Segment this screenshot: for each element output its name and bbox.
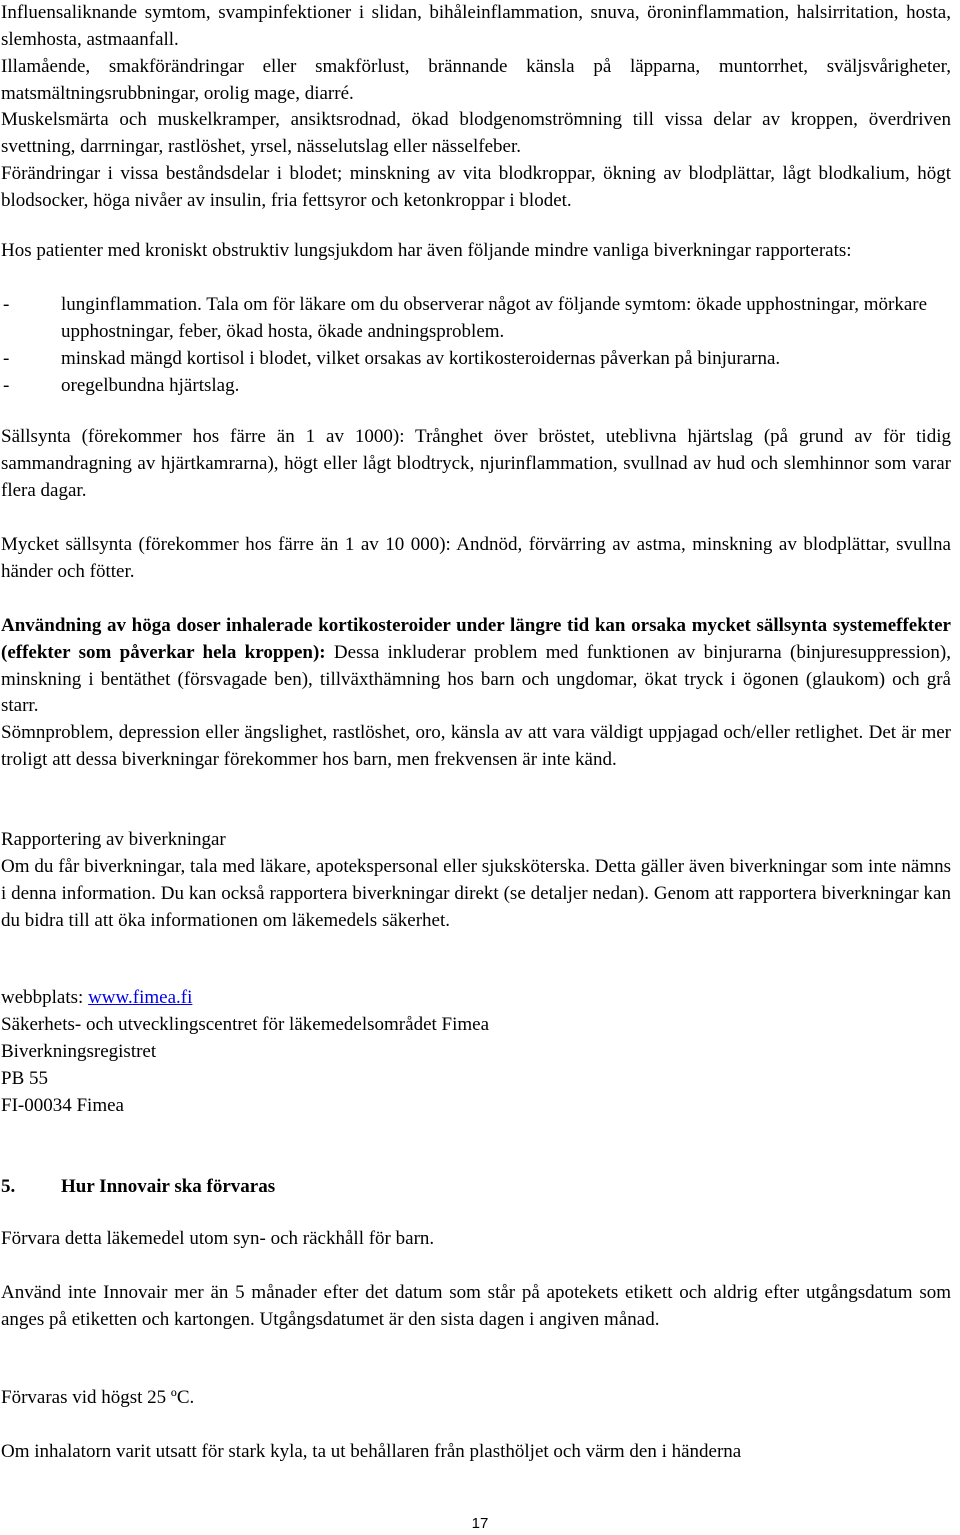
page-number: 17 bbox=[471, 1515, 489, 1532]
rare-side-effects: Sällsynta (förekommer hos färre än 1 av 1000): Trånghet över bröstet, uteblivna hjärtslag (på grund av för tidig sammandragning av hjärtkamrarna), högt eller lågt blodtryck, njurinflammation, svullnad av hud och slemhinnor som varar flera dagar. bbox=[1, 426, 951, 501]
website-link[interactable]: www.fimea.fi bbox=[88, 987, 193, 1008]
list-dash: - bbox=[3, 348, 10, 369]
storage-temperature: Förvaras vid högst 25 ºC. bbox=[1, 1387, 195, 1408]
section-title: Hur Innovair ska förvaras bbox=[61, 1176, 276, 1197]
reporting-heading: Rapportering av biverkningar bbox=[1, 829, 226, 850]
side-effects-respiratory: Influensaliknande symtom, svampinfektioner i slidan, bihåleinflammation, snuva, öroninflammation, halsirritation, hosta, slemhosta, astmaanfall. bbox=[1, 2, 951, 50]
very-rare-side-effects: Mycket sällsynta (förekommer hos färre än 1 av 10 000): Andnöd, förvärring av astma, minskning av blodplättar, svullna händer och fötter. bbox=[1, 534, 951, 582]
copd-list-item bbox=[1, 292, 951, 346]
list-dash: - bbox=[3, 294, 10, 315]
reporting-text: Om du får biverkningar, tala med läkare, apotekspersonal eller sjuksköterska. Detta gäller även biverkningar som inte nämns i denna information. Du kan också rapportera biverkningar direkt (se detaljer nedan). Genom att rapportera biverkningar kan du bidra till att öka informationen om läkemedels säkerhet. bbox=[1, 856, 951, 931]
copd-item-cortisol: minskad mängd kortisol i blodet, vilket orsakas av kortikosteroidernas påverkan på binjurarna. bbox=[61, 348, 781, 369]
contact-po-box: PB 55 bbox=[1, 1068, 48, 1089]
high-dose-paragraph-2: Sömnproblem, depression eller ängslighet, rastlöshet, oro, känsla av att vara väldigt uppjagad och/eller retlighet. Det är mer troligt att dessa biverkningar förekommer hos barn, men frekvensen är inte känd. bbox=[1, 722, 951, 770]
contact-organization: Säkerhets- och utvecklingscentret för läkemedelsområdet Fimea bbox=[1, 1014, 490, 1035]
storage-expiry: Använd inte Innovair mer än 5 månader efter det datum som står på apotekets etikett och aldrig efter utgångsdatum som anges på etiketten och kartongen. Utgångsdatumet är den sista dagen i angiven månad. bbox=[1, 1282, 951, 1330]
contact-postal-code: FI-00034 Fimea bbox=[1, 1095, 124, 1116]
high-dose-paragraph bbox=[1, 613, 951, 720]
side-effects-digestive: Illamående, smakförändringar eller smakförlust, brännande känsla på läpparna, muntorrhet, sväljsvårigheter, matsmältningsrubbningar, orolig mage, diarré. bbox=[1, 56, 951, 104]
contact-registry: Biverkningsregistret bbox=[1, 1041, 157, 1062]
side-effects-muscle-skin: Muskelsmärta och muskelkramper, ansiktsrodnad, ökad blodgenomströmning till vissa delar av kroppen, överdriven svettning, darrningar, rastlöshet, yrsel, nässelutslag eller nässelfeber. bbox=[1, 109, 951, 157]
list-dash: - bbox=[3, 375, 10, 396]
contact-website-line bbox=[1, 985, 951, 1012]
side-effects-blood: Förändringar i vissa beståndsdelar i blodet; minskning av vita blodkroppar, ökning av blodplättar, lågt blodkalium, högt blodsocker, höga nivåer av insulin, fria fettsyror och ketonkroppar i blodet. bbox=[1, 163, 951, 211]
website-label: webbplats: bbox=[1, 987, 89, 1008]
copd-item-pneumonia: lunginflammation. Tala om för läkare om du observerar något av följande symtom: ökade upphostningar, mörkare upphostningar, feber, ökad hosta, ökade andningsproblem. bbox=[61, 294, 928, 342]
section-number: 5. bbox=[1, 1176, 16, 1197]
copd-list-item bbox=[1, 373, 951, 400]
storage-cold: Om inhalatorn varit utsatt för stark kyla, ta ut behållaren från plasthöljet och värm den i händerna bbox=[1, 1441, 742, 1462]
high-dose-bold-lead: Användning av höga doser inhalerade kortikosteroider under längre tid kan orsaka mycket sällsynta systemeffekter (effekter som påverkar hela kroppen): bbox=[1, 615, 951, 663]
storage-children: Förvara detta läkemedel utom syn- och räckhåll för barn. bbox=[1, 1228, 435, 1249]
copd-list-item bbox=[1, 346, 951, 373]
section-5-heading bbox=[1, 1173, 275, 1201]
high-dose-text: Dessa inkluderar problem med funktionen av binjurarna (binjuresuppression), minskning i bentäthet (försvagade ben), tillväxthämning hos barn och ungdomar, ökat tryck i ögonen (glaukom) och grå starr. bbox=[1, 641, 951, 717]
copd-item-heartbeat: oregelbundna hjärtslag. bbox=[61, 375, 240, 396]
copd-intro: Hos patienter med kroniskt obstruktiv lungsjukdom har även följande mindre vanliga biverkningar rapporterats: bbox=[1, 240, 852, 261]
